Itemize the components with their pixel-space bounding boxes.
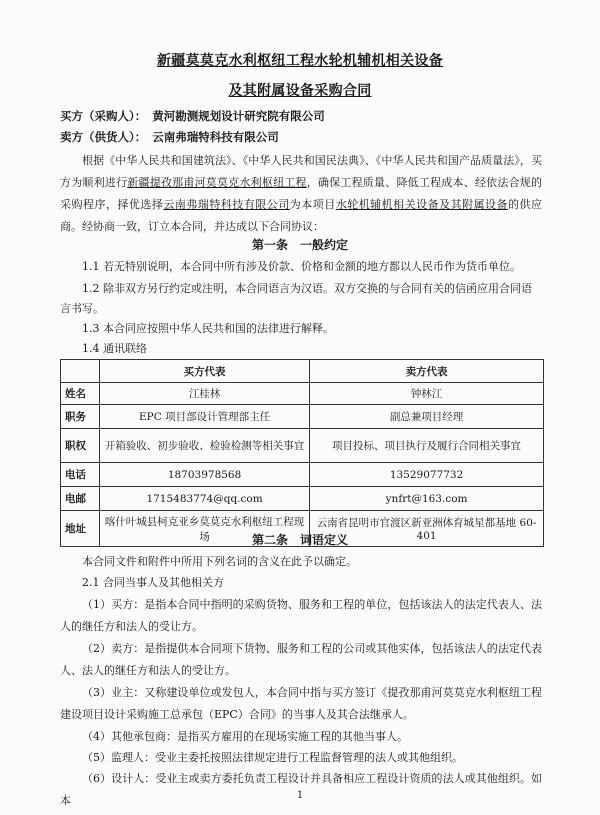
row-label: 电话 <box>61 463 100 487</box>
definition-other-contractor: （4）其他承包商：是指买方雇用的在现场实施工程的其他当事人。 <box>82 730 408 743</box>
contact-table <box>60 359 544 547</box>
buyer-name: 黄河勘测规划设计研究院有限公司 <box>152 109 325 123</box>
row-label: 电邮 <box>61 487 100 511</box>
seller-name: 云南弗瑞特科技有限公司 <box>152 130 279 144</box>
definitions-intro: 本合同文件和附件中所用下列名词的含义在此予以确定。 <box>82 555 357 568</box>
table-row <box>61 429 544 463</box>
row-label: 地址 <box>61 511 100 547</box>
intro-text: ，确保工程质量、降低工程成本、经依法合规的采购程序，择优选择 <box>60 176 543 211</box>
contract-title-line1: 新疆莫莫克水利枢纽工程水轮机辅机相关设备 <box>157 53 443 69</box>
page-number: 1 <box>296 790 304 801</box>
clause-1-2: 1.2 除非双方另行约定或注明，本合同语言为汉语。双方交换的与合同有关的信函应用合同语言书写。 <box>60 282 532 315</box>
buyer-cell: 1715483774@qq.com <box>100 487 310 511</box>
equipment-name: 水轮机辅机相关设备及其附属设备 <box>335 198 509 211</box>
clause-1-4: 1.4 通讯联络 <box>82 342 147 355</box>
buyer-cell: 江桂林 <box>100 383 310 405</box>
table-header-row <box>61 360 544 383</box>
table-row <box>61 383 544 405</box>
project-name: 新疆提孜那甫河莫莫克水利枢纽工程 <box>127 176 307 189</box>
clause-1-1: 1.1 若无特别说明，本合同中所有涉及价款、价格和金额的地方都以人民币作为货币单位。 <box>82 260 521 273</box>
buyer-cell: 喀什叶城县柯克亚乡莫莫克水利枢纽工程现场 <box>100 511 310 547</box>
row-label: 职务 <box>61 405 100 429</box>
row-label: 职权 <box>61 429 100 463</box>
table-row <box>61 487 544 511</box>
intro-text: 的供应商。经协商一致，订立本合同，并达成以下合同协议： <box>60 198 543 233</box>
table-row <box>61 463 544 487</box>
intro-text: 根据《中华人民共和国建筑法》、《中华人民共和国民法典》、《中华人民共和国产品质量法》，买方为顺利进行 <box>60 154 542 189</box>
buyer-cell: 18703978568 <box>100 463 310 487</box>
table-header: 卖方代表 <box>310 360 544 383</box>
definition-supervisor: （5）监理人：受业主委托按照法律规定进行工程监督管理的法人或其他组织。 <box>82 751 463 764</box>
table-row <box>61 405 544 429</box>
definition-seller: （2）卖方：是指提供本合同项下货物、服务和工程的公司或其他实体，包括该法人的法定代表人、法人的继任方和法人的受让方。 <box>60 642 542 677</box>
seller-cell: 13529077732 <box>310 463 544 487</box>
buyer-cell: 开箱验收、初步验收、检验检测等相关事宜 <box>100 429 310 463</box>
definition-designer: （6）设计人：受业主或卖方委托负责工程设计并具备相应工程设计资质的法人或其他组织。如本 <box>60 772 542 807</box>
table-header: 买方代表 <box>100 360 310 383</box>
buyer-line <box>60 108 325 124</box>
row-label: 姓名 <box>61 383 100 405</box>
table-header <box>61 360 100 383</box>
article1-heading: 第一条 一般约定 <box>251 238 348 252</box>
definition-owner: （3）业主：又称建设单位或发包人，本合同中指与买方签订《提孜那甫河莫莫克水利枢纽工程建设项目设计采购施工总承包（EPC）合同》的当事人及其合法继承人。 <box>60 686 542 721</box>
seller-cell: 钟林江 <box>310 383 544 405</box>
clause-2-1: 2.1 合同当事人及其他相关方 <box>82 576 224 589</box>
intro-paragraph <box>60 150 542 238</box>
seller-line <box>60 129 279 145</box>
seller-cell: 项目投标、项目执行及履行合同相关事宜 <box>310 429 544 463</box>
definition-buyer: （1）买方：是指本合同中指明的采购货物、服务和工程的单位，包括该法人的法定代表人、法人的继任方和法人的受让方。 <box>60 598 542 633</box>
seller-cell: 副总兼项目经理 <box>310 405 544 429</box>
contract-title-line2: 及其附属设备采购合同 <box>228 83 372 99</box>
seller-cell: 云南省昆明市官渡区新亚洲体育城星都基地 60-401 <box>310 511 544 547</box>
clause-1-3: 1.3 本合同应按照中华人民共和国的法律进行解释。 <box>82 322 334 335</box>
intro-text: 为本项目 <box>289 198 336 211</box>
buyer-cell: EPC 项目部设计管理部主任 <box>100 405 310 429</box>
seller-label: 卖方（供货人）： <box>60 130 147 144</box>
buyer-label: 买方（采购人）： <box>60 109 147 123</box>
supplier-name: 云南弗瑞特科技有限公司 <box>163 198 290 211</box>
seller-cell: ynfrt@163.com <box>310 487 544 511</box>
article2-heading: 第二条 词语定义 <box>251 533 348 547</box>
